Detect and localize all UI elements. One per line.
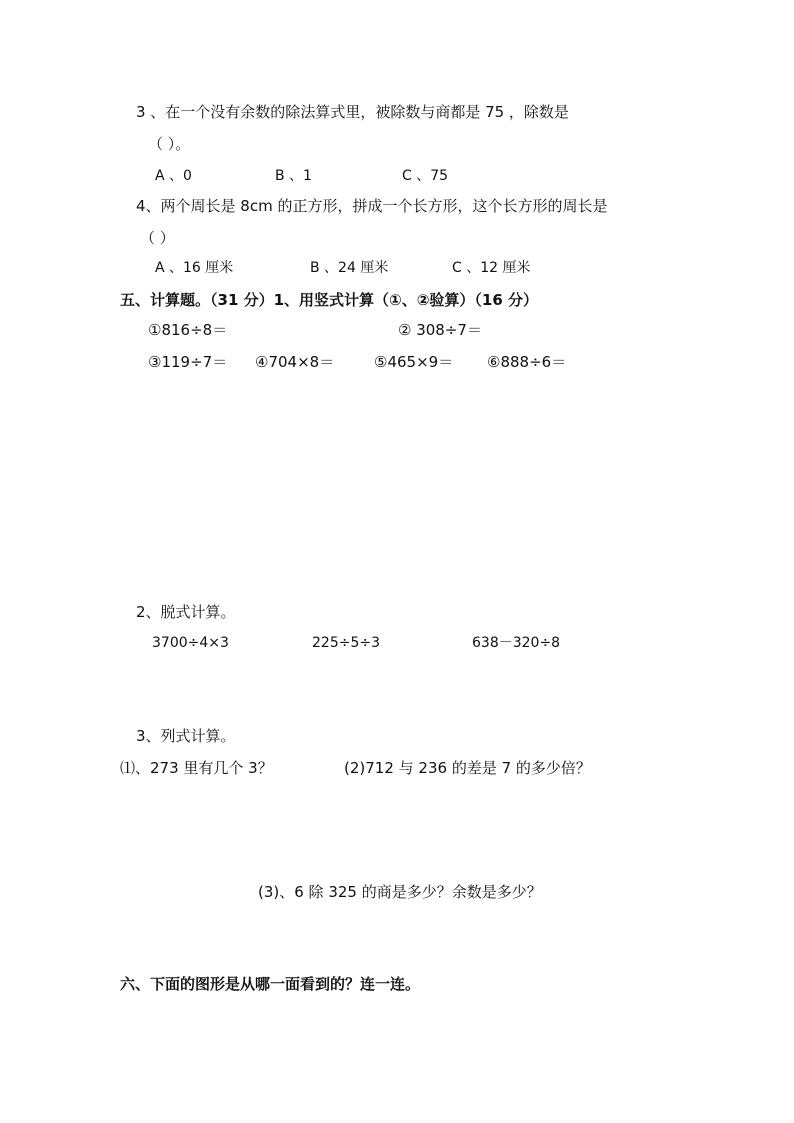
part2-item-3: 638－320÷8 — [472, 635, 561, 651]
q4-stem: 4、两个周长是 8cm 的正方形，拼成一个长方形，这个长方形的周长是 — [136, 197, 608, 215]
vertical-calc-3: ③119÷7＝ — [148, 353, 228, 371]
q3-option-c: C 、75 — [402, 168, 449, 184]
q3-option-a: A 、0 — [155, 168, 192, 184]
part3-item-3: (3)、6 除 325 的商是多少？余数是多少？ — [258, 883, 542, 901]
section6-heading: 六、下面的图形是从哪一面看到的？连一连。 — [120, 975, 421, 993]
q4-option-c: C 、12 厘米 — [452, 260, 531, 276]
vertical-calc-6: ⑥888÷6＝ — [487, 353, 567, 371]
vertical-calc-5: ⑤465×9＝ — [374, 353, 454, 371]
q3-option-b: B 、1 — [275, 168, 312, 184]
q4-option-a: A 、16 厘米 — [155, 260, 234, 276]
part2-item-2: 225÷5÷3 — [312, 635, 380, 651]
q3-blank: （ ）。 — [148, 135, 191, 153]
section5-heading: 五、计算题。（31 分）1、用竖式计算（①、②验算）（16 分） — [120, 291, 539, 309]
q3-stem: 3 、在一个没有余数的除法算式里，被除数与商都是 75 ，除数是 — [136, 103, 569, 121]
q4-option-b: B 、24 厘米 — [310, 260, 389, 276]
vertical-calc-1: ①816÷8＝ — [148, 321, 228, 339]
vertical-calc-2: ② 308÷7＝ — [398, 321, 482, 339]
part3-title: 3、列式计算。 — [136, 727, 236, 745]
part3-item-1: ⑴、273 里有几个 3？ — [120, 759, 273, 777]
part2-title: 2、脱式计算。 — [136, 603, 236, 621]
part3-item-2: (2)712 与 236 的差是 7 的多少倍？ — [344, 759, 591, 777]
part2-item-1: 3700÷4×3 — [152, 635, 229, 651]
q4-blank: （ ） — [140, 229, 175, 247]
vertical-calc-4: ④704×8＝ — [255, 353, 335, 371]
